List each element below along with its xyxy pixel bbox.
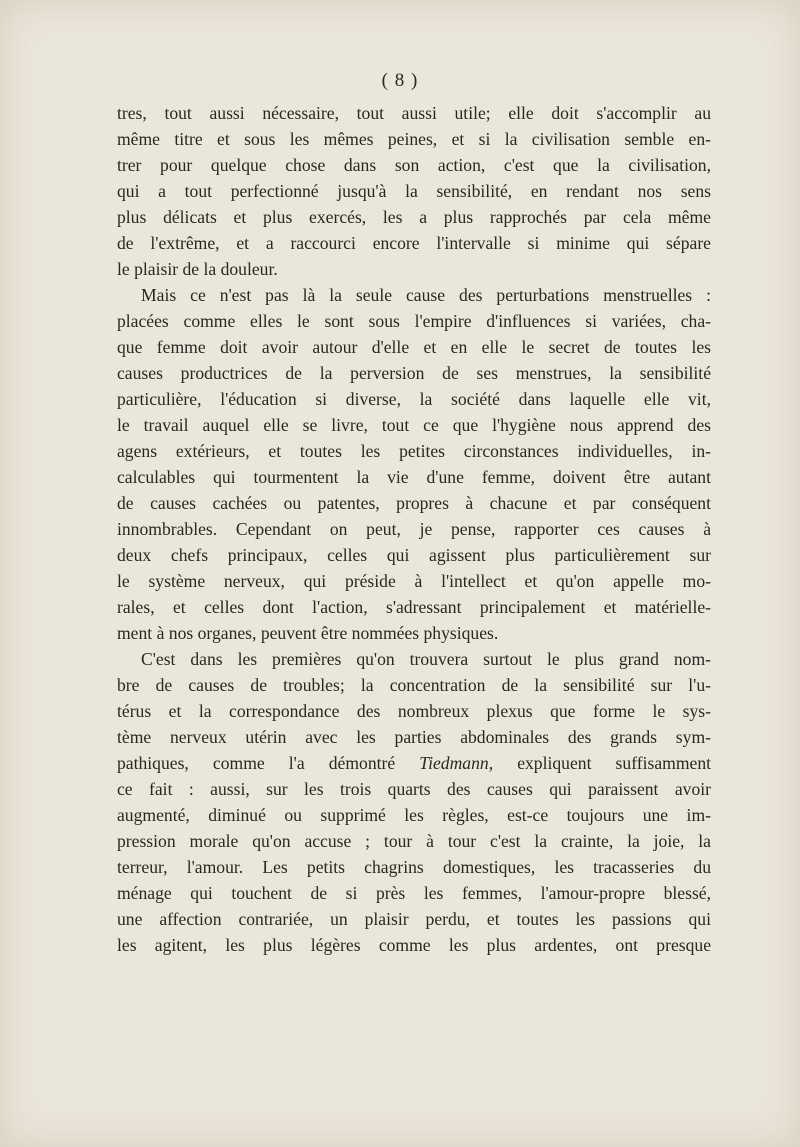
- text-line: térus et la correspondance des nombreux plexus que forme le sys-: [117, 701, 711, 721]
- text-line: ce fait : aussi, sur les trois quarts des causes qui paraissent avoir: [117, 779, 711, 799]
- text-line: placées comme elles le sont sous l'empire d'influences si variées, cha-: [117, 311, 711, 331]
- paragraph: [117, 100, 711, 282]
- text-line: ment à nos organes, peuvent être nommées physiques.: [117, 623, 499, 643]
- text-line: même titre et sous les mêmes peines, et si la civilisation semble en-: [117, 129, 711, 149]
- text-line: innombrables. Cependant on peut, je pense, rapporter ces causes à: [117, 519, 711, 539]
- text-line: le système nerveux, qui préside à l'intellect et qu'on appelle mo-: [117, 571, 711, 591]
- text-line: une affection contrariée, un plaisir perdu, et toutes les passions qui: [117, 909, 711, 929]
- text-line: calculables qui tourmentent la vie d'une femme, doivent être autant: [117, 467, 711, 487]
- italic-author-name: Tiedmann: [419, 753, 489, 773]
- text-line: pression morale qu'on accuse ; tour à tour c'est la crainte, la joie, la: [117, 831, 711, 851]
- text-line: augmenté, diminué ou supprimé les règles, est-ce toujours une im-: [117, 805, 711, 825]
- text-line: de causes cachées ou patentes, propres à chacune et par conséquent: [117, 493, 711, 513]
- text-line: particulière, l'éducation si diverse, la société dans laquelle elle vit,: [117, 389, 711, 409]
- text-line: les agitent, les plus légères comme les plus ardentes, ont presque: [117, 935, 711, 955]
- page-number: ( 8 ): [381, 70, 419, 91]
- body-text: [117, 100, 711, 958]
- text-line: tème nerveux utérin avec les parties abdominales des grands sym-: [117, 727, 711, 747]
- text-line: trer pour quelque chose dans son action, c'est que la civilisation,: [117, 155, 711, 175]
- text-line: terreur, l'amour. Les petits chagrins domestiques, les tracasseries du: [117, 857, 711, 877]
- text-line: rales, et celles dont l'action, s'adressant principalement et matérielle-: [117, 597, 711, 617]
- text-line: causes productrices de la perversion de ses menstrues, la sensibilité: [117, 363, 711, 383]
- paragraph: [117, 282, 711, 646]
- text-line: pathiques, comme l'a démontré Tiedmann, expliquent suffisamment: [117, 753, 712, 773]
- text-line: Mais ce n'est pas là la seule cause des perturbations menstruelles :: [141, 285, 711, 305]
- text-line: ménage qui touchent de si près les femmes, l'amour-propre blessé,: [117, 883, 711, 903]
- text-line: bre de causes de troubles; la concentration de la sensibilité sur l'u-: [117, 675, 711, 695]
- text-line: le travail auquel elle se livre, tout ce que l'hygiène nous apprend des: [117, 415, 711, 435]
- text-line: que femme doit avoir autour d'elle et en elle le secret de toutes les: [117, 337, 711, 357]
- text-line: le plaisir de la douleur.: [117, 259, 278, 279]
- text-line: agens extérieurs, et toutes les petites circonstances individuelles, in-: [117, 441, 711, 461]
- text-line: plus délicats et plus exercés, les a plus rapprochés par cela même: [117, 207, 711, 227]
- paragraph: [117, 646, 711, 958]
- text-line: C'est dans les premières qu'on trouvera surtout le plus grand nom-: [141, 649, 711, 669]
- text-line: qui a tout perfectionné jusqu'à la sensibilité, en rendant nos sens: [117, 181, 711, 201]
- text-line: deux chefs principaux, celles qui agissent plus particulièrement sur: [117, 545, 711, 565]
- text-line: de l'extrême, et a raccourci encore l'intervalle si minime qui sépare: [117, 233, 711, 253]
- text-line: tres, tout aussi nécessaire, tout aussi utile; elle doit s'accomplir au: [117, 103, 711, 123]
